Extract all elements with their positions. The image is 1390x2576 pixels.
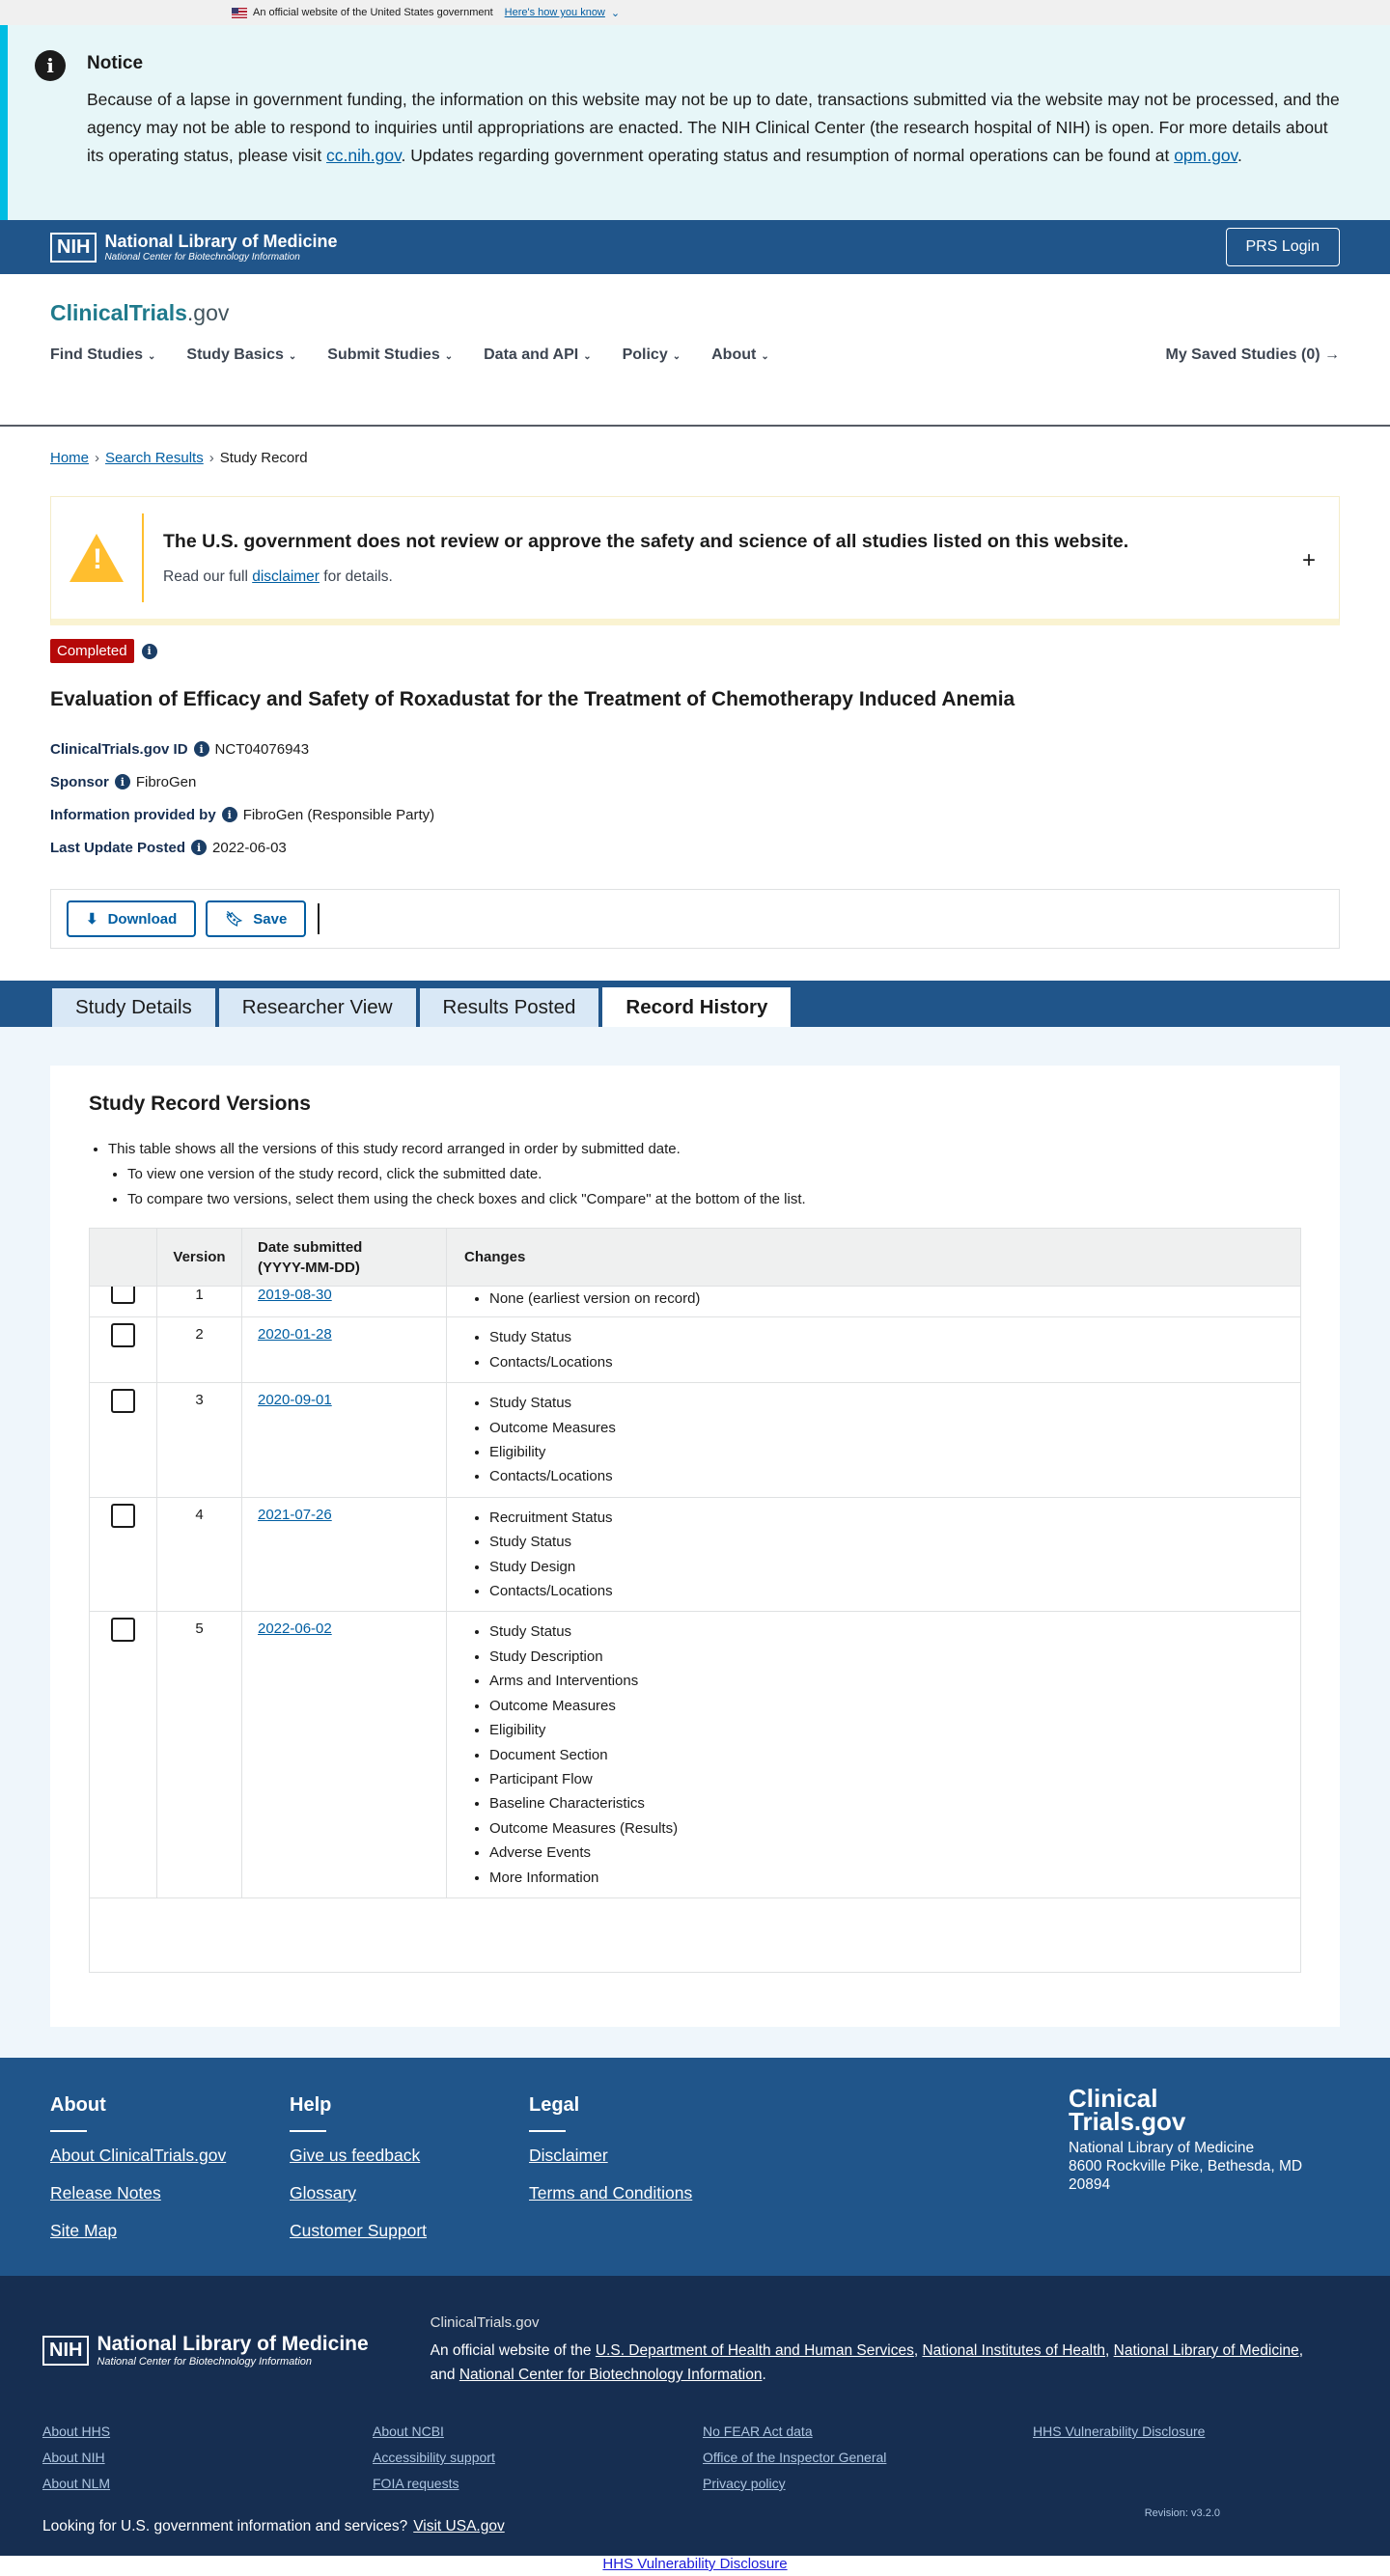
nav-study-basics[interactable]: Study Basics ⌄ xyxy=(186,346,297,363)
versions-heading: Study Record Versions xyxy=(89,1093,311,1115)
tab-study-details[interactable]: Study Details xyxy=(50,986,217,1027)
change-item: • Arms and Interventions xyxy=(489,1669,1300,1693)
save-button[interactable]: 🔖︎ Save xyxy=(206,900,306,937)
table-footer xyxy=(90,1898,1300,1972)
footer-link-glossary[interactable]: Glossary xyxy=(290,2182,357,2202)
bookmark-icon: 🔖︎ xyxy=(225,911,244,928)
study-actions xyxy=(50,889,1340,949)
info-icon[interactable]: i xyxy=(222,807,237,822)
nlm-footer xyxy=(0,2276,1390,2556)
chevron-down-icon: ⌄ xyxy=(761,351,769,362)
change-item: • Eligibility xyxy=(489,1718,1300,1742)
chevron-down-icon: ⌄ xyxy=(610,7,621,19)
col-date: Date submitted (YYYY-MM-DD) xyxy=(242,1229,447,1286)
nav-policy[interactable]: Policy ⌄ xyxy=(622,346,681,363)
instruction-item: • To view one version of the study record, click the submitted date. xyxy=(127,1162,1301,1187)
version-date-link[interactable]: 2020-01-28 xyxy=(258,1326,332,1343)
meta-nct-id: ClinicalTrials.gov ID i NCT04076943 xyxy=(50,740,310,758)
gov-banner xyxy=(0,0,1390,25)
nih-link[interactable]: National Institutes of Health xyxy=(922,2341,1106,2359)
footer-heading: About xyxy=(50,2093,106,2116)
study-title: Evaluation of Efficacy and Safety of Roxadustat for the Treatment of Chemotherapy Induced Anemia xyxy=(50,688,1015,710)
footer-link-about-ct[interactable]: About ClinicalTrials.gov xyxy=(50,2145,227,2165)
meta-sponsor: Sponsor i FibroGen xyxy=(50,773,197,790)
version-checkbox[interactable] xyxy=(111,1323,135,1347)
study-tabs xyxy=(0,981,1390,1027)
chevron-right-icon: › xyxy=(208,450,214,466)
chevron-right-icon: › xyxy=(95,450,100,466)
bottom-link-bar xyxy=(0,2556,1390,2576)
footer-link-support[interactable]: Customer Support xyxy=(290,2220,428,2240)
instruction-item: • This table shows all the versions of this study record arranged in order by submitted date. xyxy=(108,1137,1301,1162)
change-item: • More Information xyxy=(489,1866,1300,1890)
change-item: • Participant Flow xyxy=(489,1767,1300,1791)
version-checkbox[interactable] xyxy=(111,1618,135,1642)
versions-table xyxy=(89,1228,1301,1973)
version-date-link[interactable]: 2022-06-02 xyxy=(258,1620,332,1638)
footer-address: National Library of Medicine 8600 Rockville Pike, Bethesda, MD 20894 xyxy=(1069,2139,1303,2193)
table-header xyxy=(90,1229,1300,1287)
chevron-down-icon: ⌄ xyxy=(444,351,454,362)
nlm-link[interactable]: National Library of Medicine xyxy=(1113,2341,1299,2359)
nlm-footer-official: An official website of the U.S. Department of Health and Human Services, National Institutes of Health, National Library of Medicine, and National Center for Biotechnology Information. xyxy=(430,2341,1304,2383)
tab-researcher-view[interactable]: Researcher View xyxy=(217,986,418,1027)
breadcrumb-home[interactable]: Home xyxy=(50,450,90,466)
tab-record-history[interactable]: Record History xyxy=(600,983,792,1027)
footer-link-site-map[interactable]: Site Map xyxy=(50,2220,118,2240)
study-meta xyxy=(0,711,1390,864)
link-accessibility[interactable]: Accessibility support xyxy=(373,2449,495,2465)
change-item: • Baseline Characteristics xyxy=(489,1791,1300,1815)
arrow-right-icon: → xyxy=(1324,346,1340,363)
link-foia[interactable]: FOIA requests xyxy=(373,2475,459,2491)
instruction-item: • To compare two versions, select them using the check boxes and click "Compare" at the bottom of the list. xyxy=(127,1187,1301,1212)
nih-logo-mark: NIH xyxy=(50,233,97,263)
site-footer xyxy=(0,2058,1390,2276)
footer-brand xyxy=(1069,2083,1303,2194)
breadcrumb-search-results[interactable]: Search Results xyxy=(105,450,204,466)
nlm-footer-links xyxy=(42,2424,1348,2491)
change-item: • Study Status xyxy=(489,1620,1300,1644)
nav-submit-studies[interactable]: Submit Studies ⌄ xyxy=(327,346,454,363)
nlm-name: National Library of Medicine xyxy=(104,232,338,251)
link-privacy[interactable]: Privacy policy xyxy=(703,2475,786,2491)
change-item: • Study Description xyxy=(489,1645,1300,1669)
gov-banner-text: An official website of the United States government xyxy=(253,7,493,18)
tab-results-posted[interactable]: Results Posted xyxy=(418,986,601,1027)
version-checkbox[interactable] xyxy=(111,1287,135,1304)
funding-notice xyxy=(0,25,1390,220)
nlm-footer-logo[interactable] xyxy=(42,2314,369,2387)
disclaimer-headline: The U.S. government does not review or approve the safety and science of all studies listed on this website. xyxy=(163,530,1129,552)
change-item: • Outcome Measures (Results) xyxy=(489,1816,1300,1841)
version-date-link[interactable]: 2020-09-01 xyxy=(258,1392,332,1409)
bottom-hhs-vulnerability-link[interactable]: HHS Vulnerability Disclosure xyxy=(602,2555,788,2572)
main-nav xyxy=(50,346,1340,364)
lookfor: Looking for U.S. government information and services? Visit USA.gov xyxy=(42,2517,505,2534)
site-header xyxy=(0,274,1390,427)
table-row xyxy=(90,1317,1300,1383)
ncbi-name: National Center for Biotechnology Information xyxy=(104,252,300,263)
footer-link-terms[interactable]: Terms and Conditions xyxy=(529,2182,693,2202)
link-no-fear[interactable]: No FEAR Act data xyxy=(703,2423,813,2439)
nih-logo-mark: NIH xyxy=(42,2336,89,2366)
change-item: • Outcome Measures xyxy=(489,1694,1300,1718)
footer-about xyxy=(50,2094,290,2276)
cc-nih-link[interactable]: cc.nih.gov xyxy=(326,146,402,165)
info-icon[interactable]: i xyxy=(115,774,130,789)
expand-plus-icon[interactable]: + xyxy=(1301,547,1316,573)
change-item: • Contacts/Locations xyxy=(489,1464,1300,1488)
ncbi-name: National Center for Biotechnology Information xyxy=(97,2356,313,2368)
footer-heading: Help xyxy=(290,2093,332,2116)
version-date-link[interactable]: 2019-08-30 xyxy=(258,1287,332,1303)
version-checkbox[interactable] xyxy=(111,1389,135,1413)
version-checkbox[interactable] xyxy=(111,1504,135,1528)
change-item: • Study Design xyxy=(489,1555,1300,1579)
col-changes: Changes xyxy=(464,1249,526,1265)
table-row xyxy=(90,1287,1300,1317)
change-item: • None (earliest version on record) xyxy=(489,1287,1300,1311)
notice-title: Notice xyxy=(87,53,144,73)
notice-body: Because of a lapse in government funding, the information on this website may not be up to date, transactions submitted via the website may not be processed, and the agency may not be able to respond to inquiries until appropriations are enacted. The NIH Clinical Center (the research hospital of NIH) is open. For more details about its operating status, please visit cc.nih.gov. Updates regarding government operating status and resumption of normal operations can be found at opm.gov. xyxy=(87,90,1340,165)
usa-gov-link[interactable]: Visit USA.gov xyxy=(413,2517,505,2534)
info-icon[interactable]: i xyxy=(191,840,207,855)
chevron-down-icon: ⌄ xyxy=(672,351,681,362)
version-number: 1 xyxy=(157,1287,242,1316)
nlm-footer-site: ClinicalTrials.gov xyxy=(430,2313,540,2331)
us-flag-icon xyxy=(232,8,247,18)
record-history-section xyxy=(0,1027,1390,2058)
change-item: • Contacts/Locations xyxy=(489,1579,1300,1603)
link-inspector-general[interactable]: Office of the Inspector General xyxy=(703,2449,887,2465)
breadcrumb xyxy=(0,427,1390,496)
table-row xyxy=(90,1498,1300,1613)
footer-link-disclaimer[interactable]: Disclaimer xyxy=(529,2145,608,2165)
disclaimer-text: Read our full disclaimer for details. xyxy=(163,568,393,585)
divider xyxy=(318,903,320,934)
info-icon[interactable]: i xyxy=(142,644,157,659)
versions-instructions xyxy=(89,1137,1301,1212)
change-item: • Document Section xyxy=(489,1743,1300,1767)
disclaimer-alert xyxy=(50,496,1340,625)
breadcrumb-current: Study Record xyxy=(219,450,308,466)
footer-logo[interactable]: Clinical Trials.gov xyxy=(1069,2083,1186,2136)
hhs-link[interactable]: U.S. Department of Health and Human Services xyxy=(595,2341,914,2359)
link-about-nih[interactable]: About NIH xyxy=(42,2449,105,2465)
info-icon: i xyxy=(35,50,66,81)
nav-about[interactable]: About ⌄ xyxy=(711,346,769,363)
nav-data-and-api[interactable]: Data and API ⌄ xyxy=(484,346,592,363)
link-about-ncbi[interactable]: About NCBI xyxy=(373,2423,444,2439)
chevron-down-icon: ⌄ xyxy=(583,351,592,362)
status-row xyxy=(0,625,1390,663)
opm-link[interactable]: opm.gov xyxy=(1174,146,1238,165)
change-item: • Contacts/Locations xyxy=(489,1350,1300,1374)
clinicaltrials-logo[interactable]: ClinicalTrials.gov xyxy=(50,300,230,325)
heres-how-you-know-link[interactable]: Here's how you know xyxy=(504,7,605,18)
col-version: Version xyxy=(157,1229,242,1286)
version-date-link[interactable]: 2021-07-26 xyxy=(258,1506,332,1523)
info-icon[interactable]: i xyxy=(194,741,209,757)
download-button[interactable]: ⬇ Download xyxy=(67,900,196,937)
table-row xyxy=(90,1383,1300,1498)
footer-link-release-notes[interactable]: Release Notes xyxy=(50,2182,161,2202)
chevron-down-icon: ⌄ xyxy=(148,351,156,362)
version-number: 2 xyxy=(157,1317,242,1382)
change-item: • Study Status xyxy=(489,1391,1300,1415)
version-number: 5 xyxy=(157,1612,242,1897)
prs-login-button[interactable]: PRS Login xyxy=(1226,228,1341,266)
my-saved-studies-link[interactable]: My Saved Studies (0) → xyxy=(1165,346,1340,363)
ncbi-link[interactable]: National Center for Biotechnology Information xyxy=(459,2366,763,2383)
change-item: • Adverse Events xyxy=(489,1841,1300,1865)
versions-card xyxy=(50,1066,1340,2027)
footer-help xyxy=(290,2094,529,2276)
chevron-down-icon: ⌄ xyxy=(288,351,297,362)
version-number: 4 xyxy=(157,1498,242,1612)
nlm-name: National Library of Medicine xyxy=(97,2333,369,2356)
table-row xyxy=(90,1612,1300,1897)
warning-icon: ! xyxy=(70,534,124,582)
change-item: • Outcome Measures xyxy=(489,1416,1300,1440)
footer-legal xyxy=(529,2094,768,2276)
change-item: • Study Status xyxy=(489,1530,1300,1554)
footer-link-feedback[interactable]: Give us feedback xyxy=(290,2145,421,2165)
change-item: • Recruitment Status xyxy=(489,1506,1300,1530)
disclaimer-link[interactable]: disclaimer xyxy=(252,568,320,585)
link-hhs-vulnerability[interactable]: HHS Vulnerability Disclosure xyxy=(1033,2423,1206,2439)
nav-find-studies[interactable]: Find Studies ⌄ xyxy=(50,346,156,363)
meta-info-provided-by: Information provided by i FibroGen (Responsible Party) xyxy=(50,806,435,823)
meta-last-update: Last Update Posted i 2022-06-03 xyxy=(50,839,287,856)
status-badge: Completed xyxy=(50,639,134,663)
download-icon: ⬇ xyxy=(86,911,98,928)
revision: Revision: v3.2.0 xyxy=(1144,2507,1220,2519)
link-about-nlm[interactable]: About NLM xyxy=(42,2475,111,2491)
link-about-hhs[interactable]: About HHS xyxy=(42,2423,111,2439)
change-item: • Study Status xyxy=(489,1325,1300,1349)
change-item: • Eligibility xyxy=(489,1440,1300,1464)
version-number: 3 xyxy=(157,1383,242,1497)
footer-heading: Legal xyxy=(529,2093,580,2116)
